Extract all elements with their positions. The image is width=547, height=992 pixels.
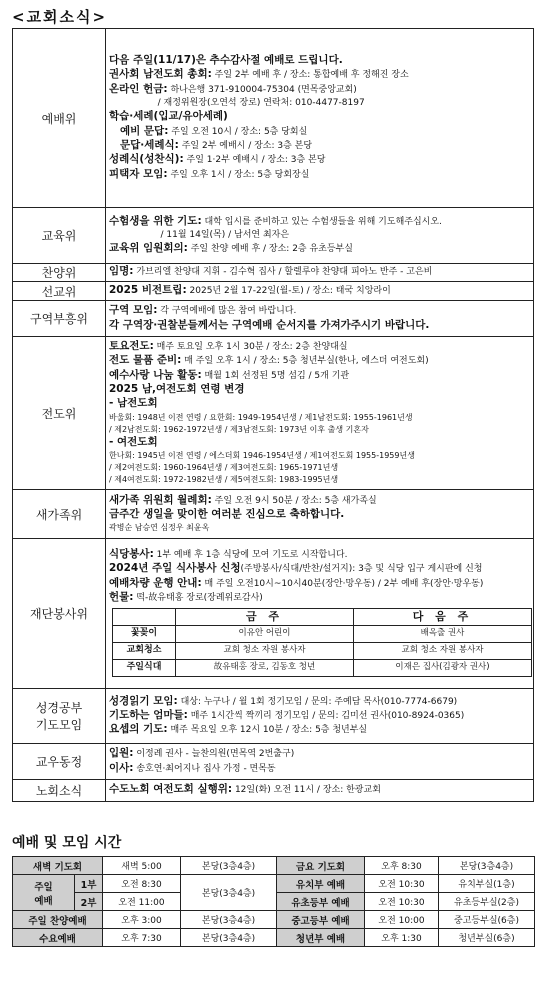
schedule-place: 본당(3층4층): [439, 857, 535, 875]
news-line-heading: 성례식(성찬식):: [109, 153, 184, 166]
news-line-heading: 입원:: [109, 747, 134, 760]
schedule-place: 본당(3층4층): [181, 875, 277, 911]
schedule-label: 중고등부 예배: [277, 911, 365, 929]
volunteer-duty: 주일식대: [113, 660, 176, 677]
volunteer-name: 교회 청소 자원 봉사자: [354, 643, 532, 660]
news-subline: 바울회: 1948년 이전 연령 / 요한회: 1949-1954년생 / 제1남전도회: 1955-1961년생: [109, 412, 413, 422]
news-line-text: 매 주일 오후 1시 / 장소: 5층 청년부실(한나, 에스더 여전도회): [181, 356, 429, 367]
news-line-heading: 식당봉사:: [109, 547, 154, 560]
news-line: [109, 747, 530, 761]
news-line-heading: 피택자 모임:: [109, 167, 168, 180]
news-line-text: 주일 2부 예배 후 / 장소: 통합예배 후 정해진 장소: [211, 70, 409, 81]
news-line-text: 주일 오후 1시 / 장소: 5층 당회장실: [167, 169, 310, 180]
news-line: [109, 354, 530, 368]
news-line: [109, 695, 530, 709]
news-line-heading: 금주간 생일을 맞이한 여러분 진심으로 축하합니다.: [109, 508, 345, 520]
news-line-text: 각 구역예배에 많은 참여 바랍니다.: [157, 306, 297, 317]
schedule-label: 금요 기도회: [277, 857, 365, 875]
news-category: 교우동정: [13, 744, 106, 780]
news-line-heading: 예수사랑 나눔 활동:: [109, 368, 202, 381]
schedule-time: 오후 1:30: [365, 929, 439, 947]
news-line: [109, 265, 530, 279]
news-line-heading: 학습·세례(입교/유아세례): [109, 110, 228, 123]
news-line-text: / 재정위원장(오연석 장로) 연락처: 010-4477-8197: [109, 98, 365, 109]
news-content: [106, 337, 534, 490]
schedule-time: 새벽 5:00: [103, 857, 181, 875]
news-content: [106, 301, 534, 337]
news-line-heading: 수험생을 위한 기도:: [109, 214, 202, 227]
news-line: [109, 97, 530, 110]
schedule-time: 오전 10:00: [365, 911, 439, 929]
news-line-heading: 2024년 주일 식사봉사 신청: [109, 562, 241, 575]
news-line: [109, 215, 530, 229]
news-subline: / 제2남전도회: 1962-1972년생 / 제3남전도회: 1973년 이후 출생 기혼자: [109, 424, 369, 434]
news-row: [13, 539, 534, 689]
news-line-heading: 성경읽기 모임:: [109, 694, 178, 707]
schedule-place: 중고등부실(6층): [439, 911, 535, 929]
news-content: [106, 282, 534, 301]
news-category: 교육위: [13, 208, 106, 264]
schedule-place: 청년부실(6층): [439, 929, 535, 947]
volunteer-row: [113, 660, 532, 677]
news-row: [13, 29, 534, 208]
news-line: [109, 548, 530, 562]
news-line-text: 매주 토요일 오후 1시 30분 / 장소: 2층 찬양대실: [153, 342, 348, 353]
news-line: [109, 54, 530, 68]
schedule-label: 청년부 예배: [277, 929, 365, 947]
news-line-heading: 2025 비전트립:: [109, 283, 187, 296]
news-line-heading: 임명:: [109, 265, 134, 278]
volunteer-duty: 교회청소: [113, 643, 176, 660]
news-row: [13, 337, 534, 490]
news-category: 선교위: [13, 282, 106, 301]
church-news-table: [12, 28, 534, 802]
volunteer-name: 故유태홍 장로, 김동호 청년: [176, 660, 354, 677]
schedule-label: 새벽 기도회: [13, 857, 103, 875]
news-line-heading: 수도노회 여전도회 실행위:: [109, 783, 233, 796]
news-line: [109, 242, 530, 256]
volunteer-name: 배옥출 권사: [354, 626, 532, 643]
news-content: [106, 490, 534, 539]
news-line-heading: 권사회 남전도회 총회:: [109, 68, 212, 81]
news-category: 예배위: [13, 29, 106, 208]
news-line-heading: 다음 주일(11/17)은 추수감사절 예배로 드립니다.: [109, 54, 343, 67]
news-category: 구역부흥위: [13, 301, 106, 337]
news-line: [109, 783, 530, 797]
news-subline: 곽병순 남승연 심정우 최윤옥: [109, 523, 210, 533]
news-line-heading: 구역 모임:: [109, 304, 158, 317]
news-line-heading: 새가족 위원회 월례회:: [109, 493, 212, 506]
news-line-heading: 전도 물품 준비:: [109, 354, 182, 367]
volunteer-duty: 꽃꽂이: [113, 626, 176, 643]
news-line-text: 대상: 누구나 / 월 1회 정기모임 / 문의: 주예담 목사(010-7774-6679): [177, 696, 458, 707]
news-line-text: 떡-故유태홍 장로(장례위로감사): [133, 592, 263, 603]
news-line-text: 대학 입시를 준비하고 있는 수험생들을 위해 기도해주십시오.: [201, 216, 442, 227]
schedule-row: [13, 857, 535, 875]
news-category: 재단봉사위: [13, 539, 106, 689]
news-line: [109, 110, 530, 124]
news-row: [13, 780, 534, 802]
schedule-place: 유초등부실(2층): [439, 893, 535, 911]
news-row: [13, 490, 534, 539]
schedule-label: 수요예배: [13, 929, 103, 947]
news-line: [109, 709, 530, 723]
news-line-heading: 헌물:: [109, 590, 134, 603]
schedule-row: [13, 875, 535, 893]
news-line: [109, 508, 530, 522]
schedule-time: 오전 10:30: [365, 893, 439, 911]
volunteer-corner: [113, 609, 176, 626]
news-line-text: 매주 목요일 오후 12시 10분 / 장소: 5층 청년부실: [167, 725, 368, 736]
news-line-heading: 요셉의 기도:: [109, 723, 168, 736]
news-line: [109, 562, 530, 576]
news-row: [13, 689, 534, 744]
news-line-text: 가브리엘 찬양대 지휘 - 김수혁 집사 / 할렐루야 찬양대 피아노 반주 - 고은비: [133, 267, 433, 278]
volunteer-week-header: 금 주: [176, 609, 354, 626]
news-category: 성경공부 기도모임: [13, 689, 106, 744]
volunteer-name: 이재은 집사(김광자 권사): [354, 660, 532, 677]
news-line-heading: 토요전도:: [109, 340, 154, 353]
news-line-text: 주일 1·2부 예배시 / 장소: 3층 본당: [183, 155, 326, 166]
news-row: [13, 301, 534, 337]
news-line: [109, 284, 530, 298]
news-line: [109, 591, 530, 605]
news-line: [109, 577, 530, 591]
volunteer-table: [112, 608, 532, 677]
news-line: [109, 139, 530, 153]
schedule-time: 오전 8:30: [103, 875, 181, 893]
schedule-place: 유치부실(1층): [439, 875, 535, 893]
volunteer-row: [113, 643, 532, 660]
news-line: [109, 494, 530, 508]
schedule-part: 1부: [75, 875, 103, 893]
news-category: 새가족위: [13, 490, 106, 539]
news-line-text: 12일(화) 오전 11시 / 장소: 한광교회: [232, 785, 381, 796]
news-line: [109, 319, 530, 333]
news-line-text: 매 주일 오전10시~10시40분(장안·망우동) / 2부 예배 후(장안·망우동): [201, 578, 484, 589]
news-line-text: 하나은행 371-910004-75304 (면목중앙교회): [167, 84, 357, 95]
schedule-time: 오전 10:30: [365, 875, 439, 893]
news-line-text: 주일 오전 10시 / 장소: 5층 당회실: [168, 126, 308, 137]
schedule-row: [13, 929, 535, 947]
news-category: 전도위: [13, 337, 106, 490]
news-content: [106, 539, 534, 689]
schedule-row: [13, 911, 535, 929]
news-content: [106, 208, 534, 264]
schedule-time: 오후 8:30: [365, 857, 439, 875]
schedule-label: 주일 예배: [13, 875, 75, 911]
news-line-heading: 2025 남,여전도회 연령 변경: [109, 383, 245, 395]
volunteer-name: 교회 청소 자원 봉사자: [176, 643, 354, 660]
schedule-label: 주일 찬양예배: [13, 911, 103, 929]
news-line-text: 이정례 권사 - 늘찬의원(면목역 2번출구): [133, 749, 295, 760]
news-content: [106, 29, 534, 208]
news-title: <교회소식>: [12, 8, 108, 26]
news-line-text: 송호연·최어지나 집사 가정 - 면목동: [133, 763, 276, 774]
news-line: [109, 397, 530, 411]
news-line-heading: - 남전도회: [109, 397, 158, 410]
schedule-title: 예배 및 모임 시간: [12, 835, 122, 851]
news-line: [109, 340, 530, 354]
news-line-heading: 온라인 헌금:: [109, 82, 168, 95]
news-line-heading: 예비 문답:: [109, 124, 169, 137]
schedule-place: 본당(3층4층): [181, 857, 277, 875]
schedule-time: 오후 7:30: [103, 929, 181, 947]
news-row: [13, 282, 534, 301]
schedule-place: 본당(3층4층): [181, 929, 277, 947]
news-line-text: 주일 2부 예배시 / 장소: 3층 본당: [178, 140, 313, 151]
news-line-text: 2025년 2월 17-22일(월-토) / 장소: 태국 치앙라이: [186, 285, 391, 296]
news-line-heading: 기도하는 엄마들:: [109, 708, 188, 721]
news-line-text: 주일 오전 9시 50분 / 장소: 5층 새가족실: [211, 495, 377, 506]
news-line-heading: 예배차량 운행 안내:: [109, 576, 202, 589]
news-line: [109, 369, 530, 383]
news-content: [106, 689, 534, 744]
news-line: [109, 229, 530, 242]
news-line: [109, 168, 530, 182]
news-line: [109, 153, 530, 167]
news-subline: 한나회: 1945년 이전 연령 / 에스더회 1946-1954년생 / 제1여전도회 1955-1959년생: [109, 450, 415, 460]
news-line-text: (주방봉사/식대/반찬/설거지): 3층 및 식당 입구 게시판에 신청: [240, 564, 483, 575]
news-line: [109, 436, 530, 450]
news-line-heading: 이사:: [109, 761, 134, 774]
news-line: [109, 762, 530, 776]
news-content: [106, 744, 534, 780]
schedule-time: 오후 3:00: [103, 911, 181, 929]
news-category: 노회소식: [13, 780, 106, 802]
schedule-place: 본당(3층4층): [181, 911, 277, 929]
volunteer-row: [113, 626, 532, 643]
news-line: [109, 83, 530, 97]
news-subline: / 제4여전도회: 1972-1982년생 / 제5여전도회: 1983-1995년생: [109, 474, 339, 484]
news-category: 찬양위: [13, 264, 106, 282]
schedule-part: 2부: [75, 893, 103, 911]
news-row: [13, 264, 534, 282]
news-line-heading: - 여전도회: [109, 435, 158, 448]
news-line: [109, 68, 530, 82]
volunteer-week-header: 다 음 주: [354, 609, 532, 626]
volunteer-header-row: [113, 609, 532, 626]
news-line: [109, 125, 530, 139]
news-content: [106, 264, 534, 282]
schedule-table: [12, 856, 535, 947]
news-line: [109, 304, 530, 318]
news-subline: / 제2여전도회: 1960-1964년생 / 제3여전도회: 1965-1971년생: [109, 462, 339, 472]
news-row: [13, 744, 534, 780]
news-line-heading: 문답·세례식:: [109, 138, 179, 151]
news-line-text: 1부 예배 후 1층 식당에 모여 기도로 시작합니다.: [153, 549, 348, 560]
schedule-time: 오전 11:00: [103, 893, 181, 911]
news-line-heading: 각 구역장·권찰분들께서는 구역예배 순서지를 가져가주시기 바랍니다.: [109, 318, 430, 331]
news-line-text: 매월 1회 선정된 5명 섬김 / 5개 기관: [201, 370, 350, 381]
news-line: [109, 723, 530, 737]
news-row: [13, 208, 534, 264]
news-content: [106, 780, 534, 802]
news-line-heading: 교육위 임원회의:: [109, 242, 188, 255]
news-line-text: / 11월 14일(목) / 남서연 최자은: [109, 229, 290, 240]
volunteer-name: 이유안 어린이: [176, 626, 354, 643]
news-line: [109, 383, 530, 397]
news-line-text: 매주 1시간씩 짝끼리 정기모임 / 문의: 김미선 권사(010-8924-0365): [187, 710, 465, 721]
news-line-text: 주일 찬양 예배 후 / 장소: 2층 유초등부실: [187, 244, 353, 255]
schedule-label: 유치부 예배: [277, 875, 365, 893]
schedule-label: 유초등부 예배: [277, 893, 365, 911]
